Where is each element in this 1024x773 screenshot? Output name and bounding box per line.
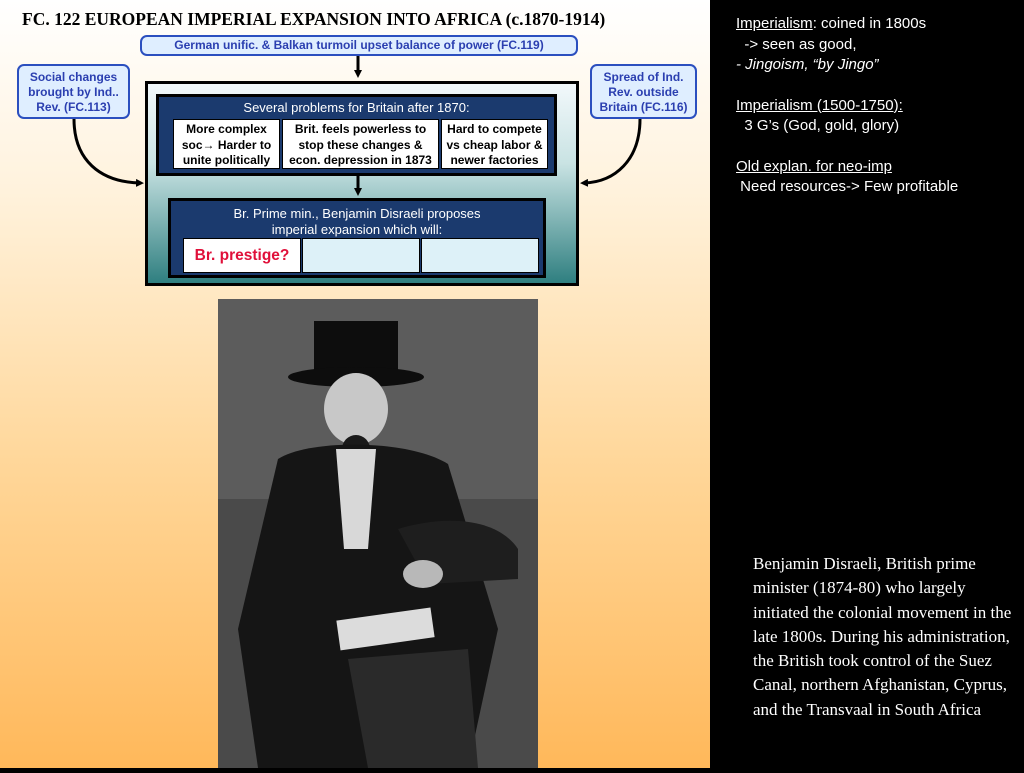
portrait-silhouette — [218, 299, 538, 768]
note-line: Need resources-> Few profitable — [736, 178, 959, 195]
note-line: - Jingoism, “by Jingo” — [736, 56, 879, 73]
lecture-notes — [736, 14, 1021, 198]
cell-text: Harder to — [217, 137, 272, 152]
problems-header: Several problems for Britain after 1870: — [243, 100, 470, 115]
slide-title: FC. 122 EUROPEAN IMPERIAL EXPANSION INTO AFRICA (c.1870-1914) — [22, 9, 606, 29]
curved-arrow-icon — [584, 119, 640, 183]
note-heading: Imperialism (1500-1750): — [736, 96, 903, 114]
note-line: -> seen as good, — [736, 35, 857, 53]
disraeli-portrait-photo — [218, 299, 538, 768]
note-line — [736, 14, 1021, 35]
box-line: Rev. (FC.113) — [36, 100, 111, 114]
note-text: : coined in 1800s — [812, 15, 927, 32]
balance-of-power-box: German unific. & Balkan turmoil upset balance of power (FC.119) — [140, 35, 578, 56]
note-line: 3 G’s (God, gold, glory) — [736, 117, 900, 134]
curved-arrow-icon — [74, 119, 140, 183]
cell-line: stop these changes & — [298, 137, 423, 152]
note-heading: Imperialism — [736, 15, 813, 32]
photo-caption: Benjamin Disraeli, British prime minister (1874-80) who largely initiated the colonial movement in the late 1800s. During his administration, the British took control of the Suez Canal, northern Afghanistan, Cyprus, and the Transvaal in South Africa — [753, 554, 1012, 719]
proposal-line: imperial expansion which will: — [271, 222, 443, 237]
box-line: brought by Ind.. — [28, 85, 119, 99]
cell-line: Hard to compete — [447, 122, 542, 136]
flow-arrows — [0, 0, 710, 300]
box-line: Spread of Ind. — [603, 70, 684, 84]
cell-line: econ. depression in 1873 — [289, 153, 432, 167]
cell-line: unite politically — [182, 153, 271, 167]
prestige-slot: Br. prestige? — [183, 238, 301, 273]
cell-line: vs cheap labor & — [446, 137, 543, 152]
box-line: Rev. outside — [608, 85, 679, 99]
cell-line: Brit. feels powerless to — [294, 122, 427, 136]
note-heading: Old explan. for neo-imp — [736, 157, 892, 175]
cell-text: soc — [181, 137, 203, 152]
right-arrow-icon: → — [202, 137, 215, 152]
proposal-line: Br. Prime min., Benjamin Disraeli proposes — [233, 206, 481, 221]
box-line: Social changes — [29, 70, 118, 84]
cell-line: More complex — [186, 122, 267, 136]
box-line: Britain (FC.116) — [599, 100, 688, 114]
cell-line: newer factories — [450, 153, 539, 167]
